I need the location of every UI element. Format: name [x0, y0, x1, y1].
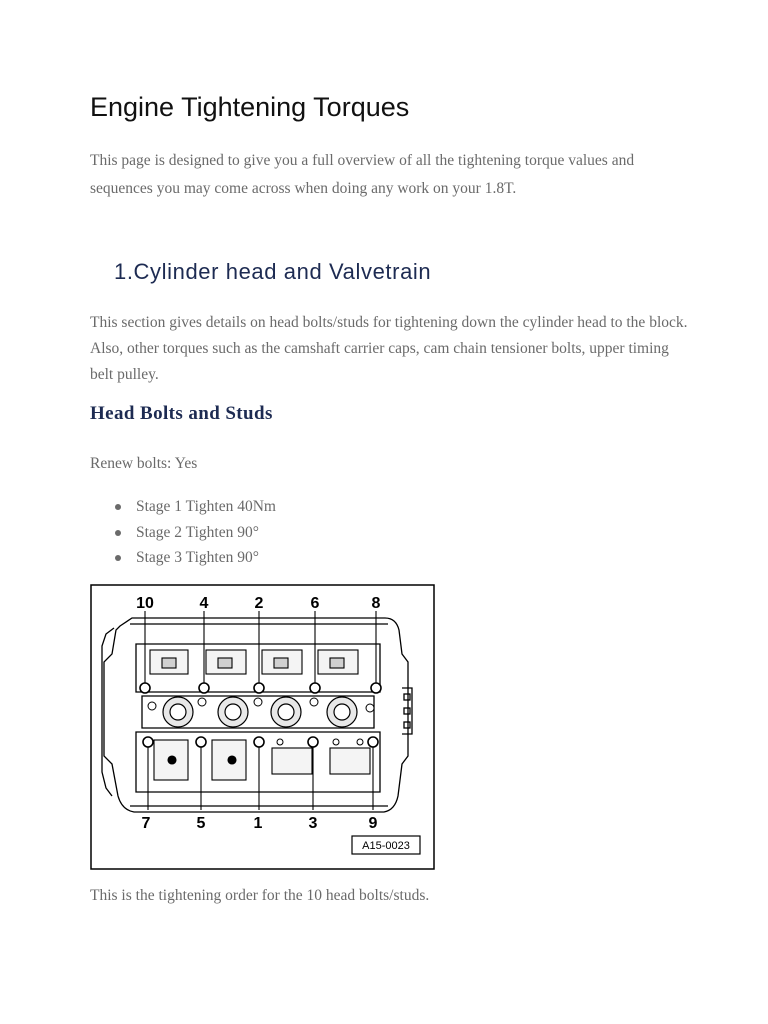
- bullet-icon: [115, 504, 121, 510]
- reference-code: A15-0023: [362, 840, 410, 852]
- bolt-number-label: 3: [308, 815, 318, 832]
- section-description: This section gives details on head bolts/studs for tightening down the cylinder head to the block. Also, other torques such as the camshaft carrier caps, cam chain tensioner bolts, upper timing belt pulley.: [90, 314, 688, 383]
- page-title: Engine Tightening Torques: [90, 92, 410, 122]
- stage-text: Stage 3 Tighten 90°: [136, 549, 259, 566]
- bolt-number-label: 7: [141, 815, 151, 832]
- bolt-number-label: 4: [199, 595, 209, 612]
- renew-bolts-value: Yes: [174, 455, 198, 472]
- bolt-number-label: 2: [254, 595, 264, 612]
- cylinder-head-drawing: [90, 584, 435, 870]
- list-item: [90, 494, 276, 520]
- bolt-number-label: 5: [196, 815, 206, 832]
- bolt-number-label: 8: [371, 595, 381, 612]
- bolt-number-label: 10: [136, 595, 154, 612]
- intro-paragraph: This page is designed to give you a full overview of all the tightening torque values and sequences you may come across when doing any work on your 1.8T.: [90, 152, 635, 197]
- subsection-heading: Head Bolts and Studs: [90, 403, 273, 424]
- bullet-icon: [115, 555, 121, 561]
- bolt-number-label: 6: [310, 595, 320, 612]
- list-item: [90, 545, 276, 571]
- list-item: [90, 520, 276, 546]
- cylinder-head-diagram: [90, 584, 435, 870]
- section-heading: 1.Cylinder head and Valvetrain: [114, 259, 432, 284]
- stage-text: Stage 1 Tighten 40Nm: [136, 498, 276, 515]
- bolt-number-label: 1: [253, 815, 263, 832]
- renew-bolts-label: Renew bolts:: [90, 455, 172, 472]
- bullet-icon: [115, 530, 121, 536]
- stage-text: Stage 2 Tighten 90°: [136, 523, 259, 541]
- torque-stage-list: [90, 494, 276, 571]
- renew-bolts-line: [90, 450, 197, 478]
- bolt-number-label: 9: [368, 815, 378, 832]
- diagram-caption: This is the tightening order for the 10 head bolts/studs.: [90, 887, 430, 904]
